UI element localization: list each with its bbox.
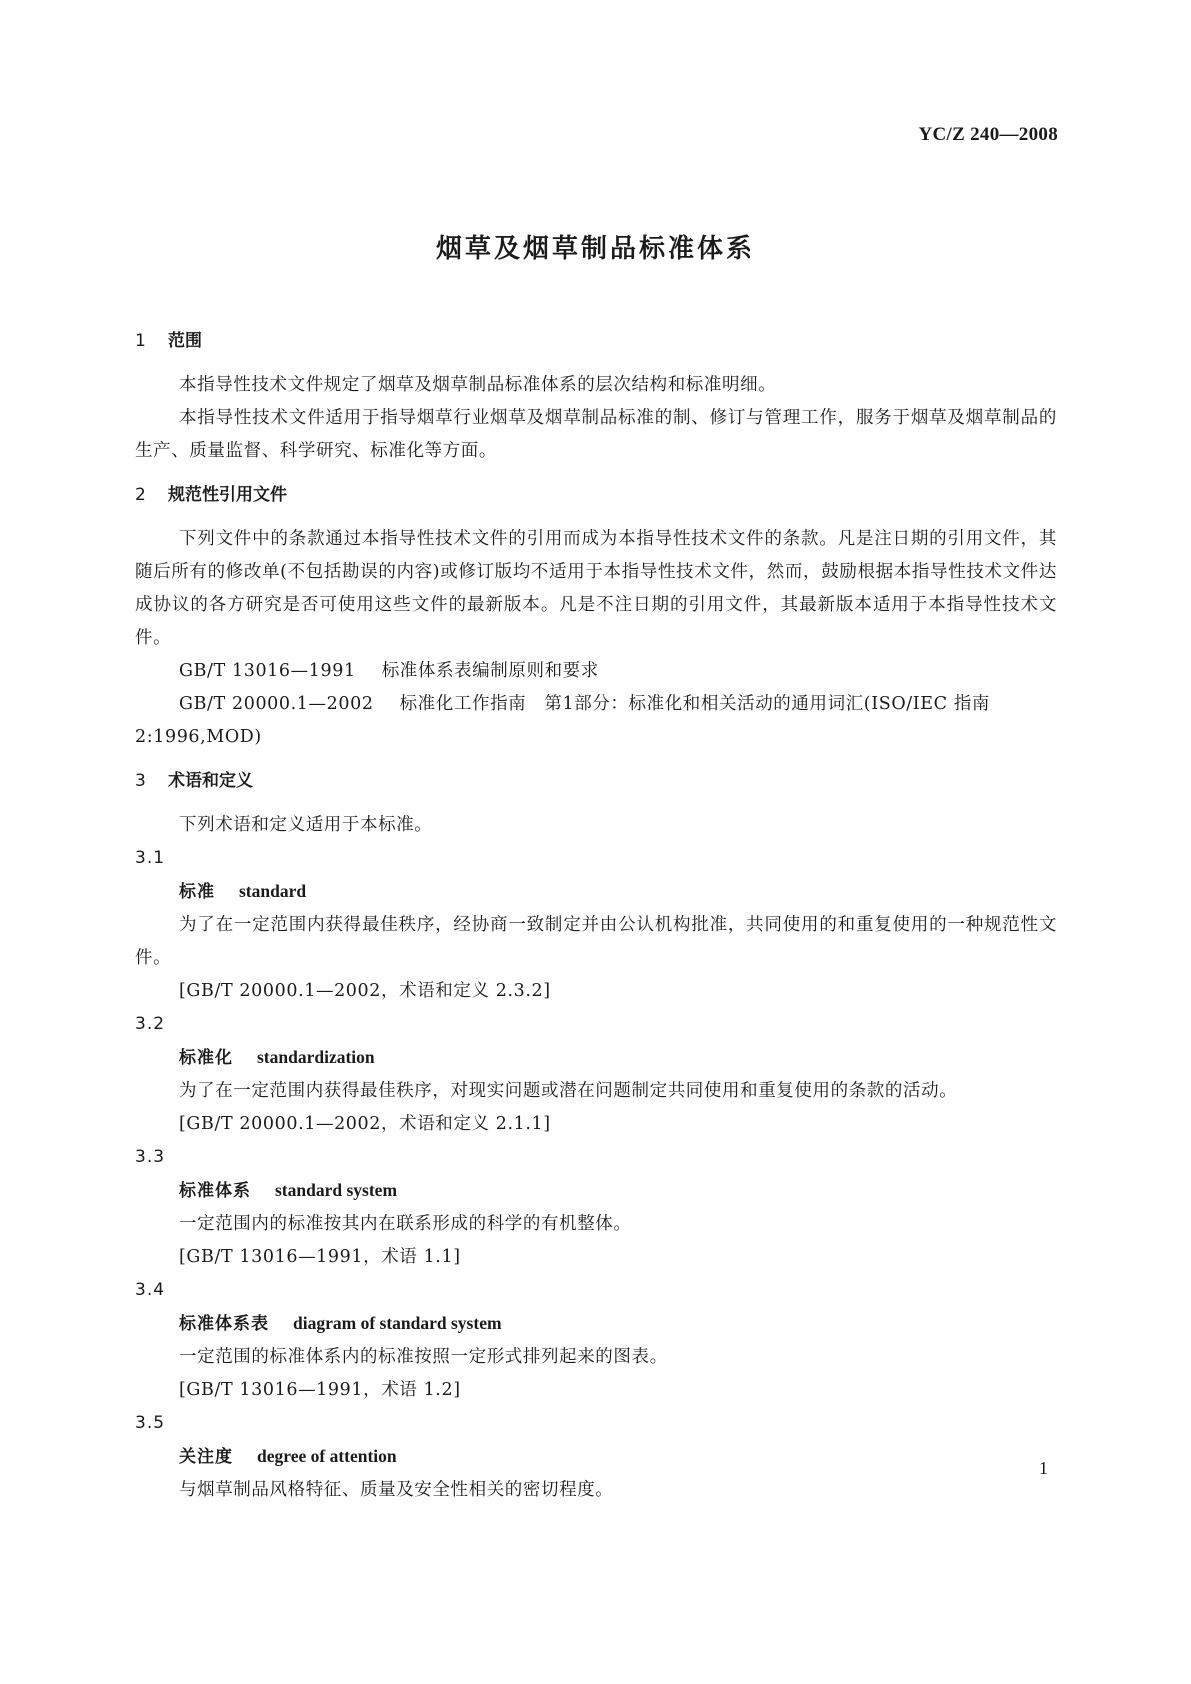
reference-item <box>135 688 1057 754</box>
document-code: YC/Z 240—2008 <box>918 124 1058 145</box>
reference-item <box>135 655 1057 688</box>
term-en: diagram of standard system <box>293 1313 502 1333</box>
term-en: degree of attention <box>257 1446 397 1466</box>
term-en: standard <box>239 881 307 901</box>
clause-number: 3.4 <box>135 1280 166 1300</box>
section-heading-normative-references <box>135 482 1057 508</box>
section-title: 规范性引用文件 <box>168 485 287 505</box>
term-definition: 一定范围的标准体系内的标准按照一定形式排列起来的图表。 <box>179 1347 668 1367</box>
term-source: [GB/T 20000.1—2002，术语和定义 2.1.1] <box>179 1114 551 1134</box>
term-zh: 标准体系 <box>179 1181 251 1201</box>
term-definition: 与烟草制品风格特征、质量及安全性相关的密切程度。 <box>179 1480 614 1500</box>
document-body <box>135 328 1057 1507</box>
page-number: 1 <box>1039 1458 1048 1478</box>
term-zh: 标准 <box>179 882 215 902</box>
document-title: 烟草及烟草制品标准体系 <box>435 234 755 264</box>
clause-number: 3.1 <box>135 848 166 868</box>
term-zh: 标准化 <box>179 1048 233 1068</box>
term-heading <box>179 1440 1057 1474</box>
paragraph: 本指导性技术文件规定了烟草及烟草制品标准体系的层次结构和标准明细。 <box>179 375 777 395</box>
section-title: 范围 <box>168 331 202 351</box>
term-heading <box>179 1307 1057 1341</box>
section-heading-scope <box>135 328 1057 354</box>
reference-code: GB/T 13016—1991 <box>179 661 356 681</box>
term-source: [GB/T 13016—1991，术语 1.2] <box>179 1380 461 1400</box>
term-definition: 为了在一定范围内获得最佳秩序，对现实问题或潜在问题制定共同使用和重复使用的条款的活动。 <box>179 1081 958 1101</box>
clause-number: 3.2 <box>135 1014 166 1034</box>
section-number: 3 <box>135 771 146 791</box>
term-en: standardization <box>257 1047 375 1067</box>
section-number: 1 <box>135 331 146 351</box>
term-en: standard system <box>275 1180 398 1200</box>
paragraph: 下列术语和定义适用于本标准。 <box>179 815 433 835</box>
term-zh: 标准体系表 <box>179 1314 269 1334</box>
clause-number: 3.5 <box>135 1413 166 1433</box>
term-definition: 一定范围内的标准按其内在联系形成的科学的有机整体。 <box>179 1214 632 1234</box>
paragraph: 下列文件中的条款通过本指导性技术文件的引用而成为本指导性技术文件的条款。凡是注日期的引用文件，其随后所有的修改单(不包括勘误的内容)或修订版均不适用于本指导性技术文件，然而，鼓励根据本指导性技术文件达成协议的各方研究是否可使用这些文件的最新版本。凡是不注日期的引用文件，其最新版本适用于本指导性技术文件。 <box>135 529 1057 648</box>
reference-name: 标准体系表编制原则和要求 <box>381 661 599 681</box>
paragraph: 本指导性技术文件适用于指导烟草行业烟草及烟草制品标准的制、修订与管理工作，服务于烟草及烟草制品的生产、质量监督、科学研究、标准化等方面。 <box>135 408 1057 461</box>
section-heading-terms <box>135 768 1057 794</box>
term-zh: 关注度 <box>179 1447 233 1467</box>
reference-code: GB/T 20000.1—2002 <box>179 694 374 714</box>
clause-number: 3.3 <box>135 1147 166 1167</box>
term-definition: 为了在一定范围内获得最佳秩序，经协商一致制定并由公认机构批准，共同使用的和重复使用的一种规范性文件。 <box>135 915 1057 968</box>
section-number: 2 <box>135 485 146 505</box>
term-heading <box>179 1041 1057 1075</box>
term-heading <box>179 875 1057 909</box>
term-source: [GB/T 20000.1—2002，术语和定义 2.3.2] <box>179 981 551 1001</box>
term-heading <box>179 1174 1057 1208</box>
reference-name: 标准化工作指南 第1部分：标准化和相关活动的通用词汇(ISO/IEC 指南2:1996,MOD) <box>135 694 991 747</box>
term-source: [GB/T 13016—1991，术语 1.1] <box>179 1247 461 1267</box>
section-title: 术语和定义 <box>168 771 253 791</box>
